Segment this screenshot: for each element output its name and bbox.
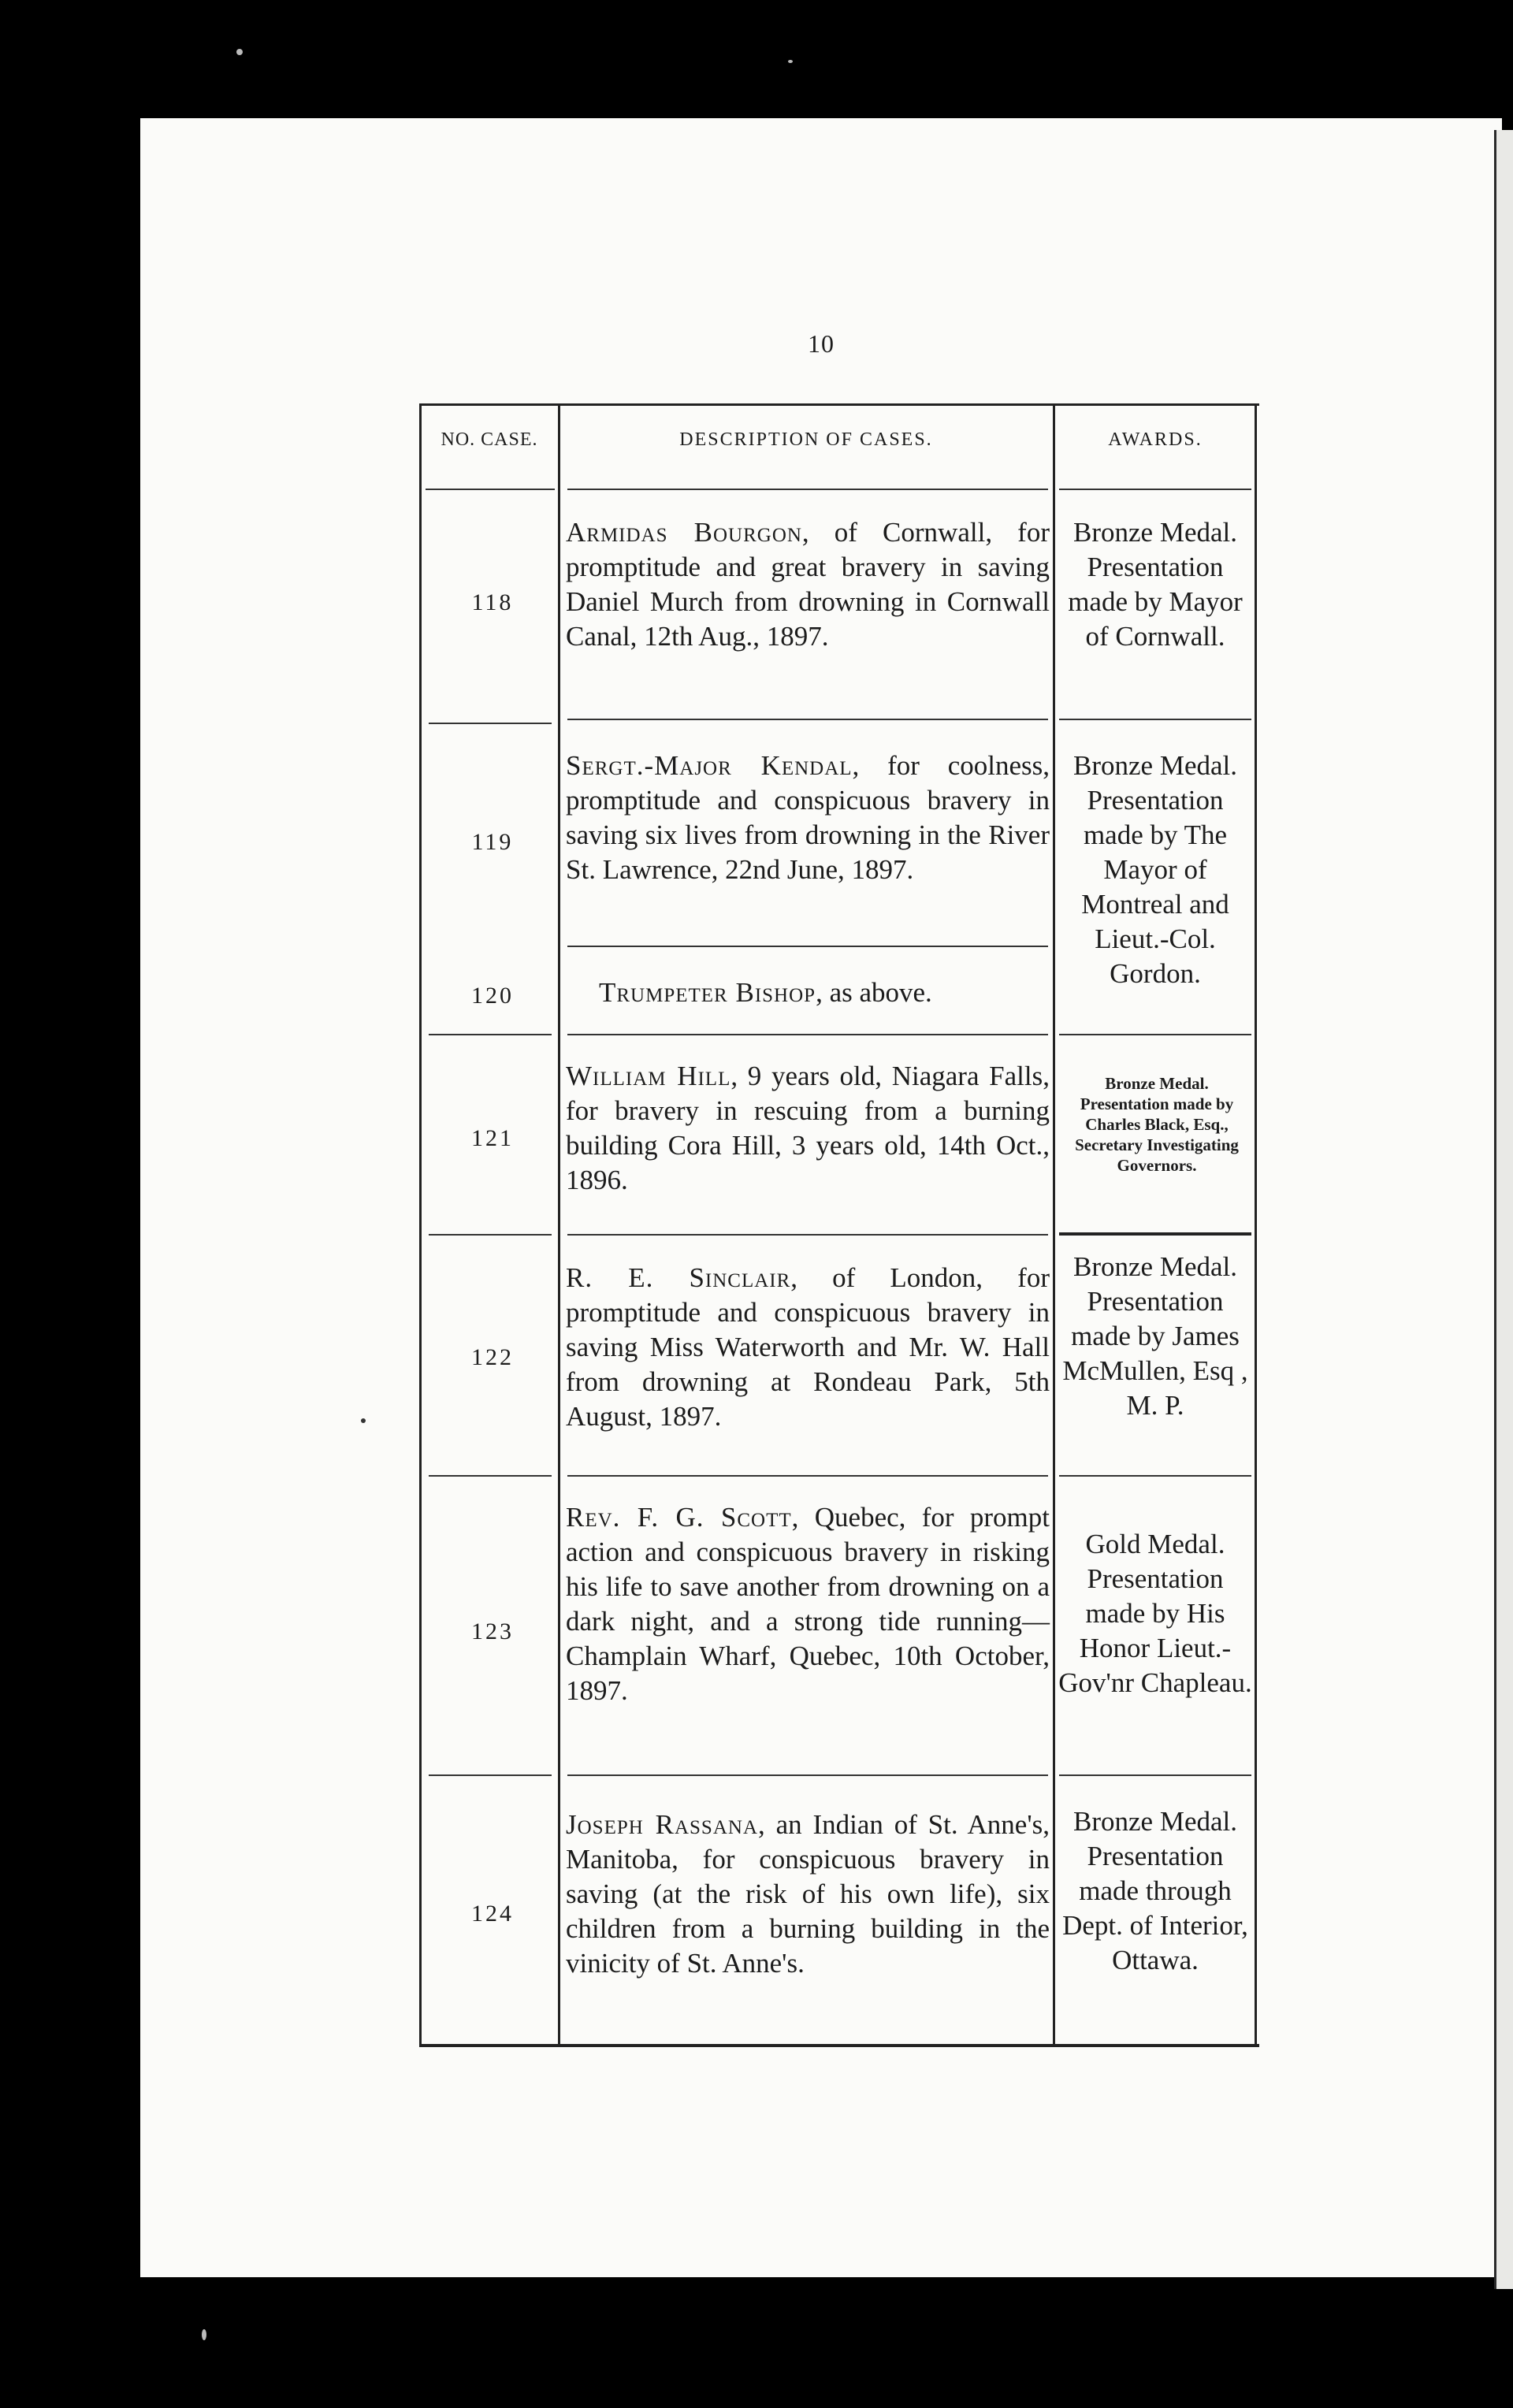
facing-page-edge — [1494, 130, 1513, 2289]
case-name: R. E. Sinclair — [566, 1262, 791, 1293]
row-divider — [567, 946, 1048, 947]
case-text: , of London, for promptitude and conspicuous bravery in saving Miss Waterworth and Mr. W. Hall from drowning at Rondeau Park, 5th August, 1897. — [566, 1262, 1050, 1432]
case-description — [566, 1261, 1050, 1434]
case-name: William Hill — [566, 1061, 731, 1091]
header-divider — [1059, 489, 1251, 490]
row-divider — [1059, 1475, 1251, 1477]
row-divider — [429, 1234, 552, 1236]
scan-speck — [788, 60, 793, 63]
header-no-case: NO. CASE. — [441, 429, 538, 450]
case-award: Gold Medal. Presentation made by His Honor Lieut.-Gov'nr Chapleau. — [1058, 1529, 1252, 1698]
case-number: 122 — [471, 1344, 514, 1370]
header-divider — [567, 489, 1048, 490]
case-award: Bronze Medal. Presentation made by The Mayor of Montreal and Lieut.-Col. Gordon. — [1073, 750, 1237, 989]
row-divider — [567, 1475, 1048, 1477]
row-divider — [567, 719, 1048, 720]
case-description — [566, 1500, 1050, 1708]
case-award: Bronze Medal. Presentation made by Mayor of Cornwall. — [1068, 517, 1243, 652]
case-text: , an Indian of St. Anne's, Manitoba, for conspicuous bravery in saving (at the risk of his own life), six children from a burning building in the vinicity of St. Anne's. — [566, 1809, 1050, 1979]
scan-speck — [236, 49, 243, 55]
case-number: 119 — [471, 829, 514, 855]
case-number: 120 — [471, 983, 514, 1009]
table-bottom-rule — [419, 2044, 1259, 2047]
case-number: 124 — [471, 1901, 514, 1927]
scan-speck — [202, 2329, 206, 2340]
row-divider — [429, 1774, 552, 1776]
case-description — [566, 515, 1050, 654]
row-divider — [567, 1234, 1048, 1236]
table-left-rule — [419, 403, 422, 2046]
row-divider — [1059, 719, 1251, 720]
case-description — [566, 749, 1050, 887]
case-award: Bronze Medal. Presentation made by James McMullen, Esq , M. P. — [1062, 1251, 1248, 1421]
case-description — [566, 1808, 1050, 1981]
case-text: , for coolness, promptitude and conspicuous bravery in saving six lives from drowning in the River St. Lawrence, 22nd June, 1897. — [566, 750, 1050, 885]
table-top-rule — [419, 403, 1259, 406]
case-text: , 9 years old, Niagara Falls, for bravery in rescuing from a burning building Cora Hill, 3 years old, 14th Oct., 1896. — [566, 1061, 1050, 1195]
row-divider — [1059, 1232, 1251, 1236]
header-divider — [426, 489, 555, 490]
case-text: , as above. — [816, 977, 932, 1008]
case-award: Bronze Medal. Presentation made by Charles Black, Esq., Secretary Investigating Governors. — [1075, 1074, 1239, 1175]
row-divider — [429, 1475, 552, 1477]
header-description: DESCRIPTION OF CASES. — [679, 429, 933, 450]
case-name: Sergt.-Major Kendal — [566, 750, 853, 781]
case-number: 123 — [471, 1618, 514, 1644]
case-text: , of Cornwall, for promptitude and great bravery in saving Daniel Murch from drowning in Cornwall Canal, 12th Aug., 1897. — [566, 517, 1050, 652]
case-number: 121 — [471, 1125, 514, 1151]
case-description — [566, 1059, 1050, 1198]
row-divider — [429, 723, 552, 724]
case-name: Rev. F. G. Scott — [566, 1502, 792, 1533]
case-name: Trumpeter Bishop — [599, 977, 816, 1008]
row-divider — [1059, 1774, 1251, 1776]
case-text: , Quebec, for prompt action and conspicuous bravery in risking his life to save another from drowning on a dark night, and a strong tide running—Champlain Wharf, Quebec, 10th October, 1897. — [566, 1502, 1050, 1706]
row-divider — [1059, 1034, 1251, 1035]
case-name: Armidas Bourgon — [566, 517, 802, 548]
page-number: 10 — [808, 329, 835, 358]
row-divider — [567, 1034, 1048, 1035]
header-awards: AWARDS. — [1108, 429, 1203, 450]
case-number: 118 — [471, 589, 514, 615]
column-divider-1 — [558, 403, 560, 2046]
row-divider — [567, 1774, 1048, 1776]
case-description — [599, 975, 1048, 1010]
case-name: Joseph Rassana — [566, 1809, 759, 1840]
row-divider — [429, 1034, 552, 1035]
case-award: Bronze Medal. Presentation made through Dept. of Interior, Ottawa. — [1062, 1806, 1248, 1975]
scan-speck — [361, 1418, 366, 1423]
